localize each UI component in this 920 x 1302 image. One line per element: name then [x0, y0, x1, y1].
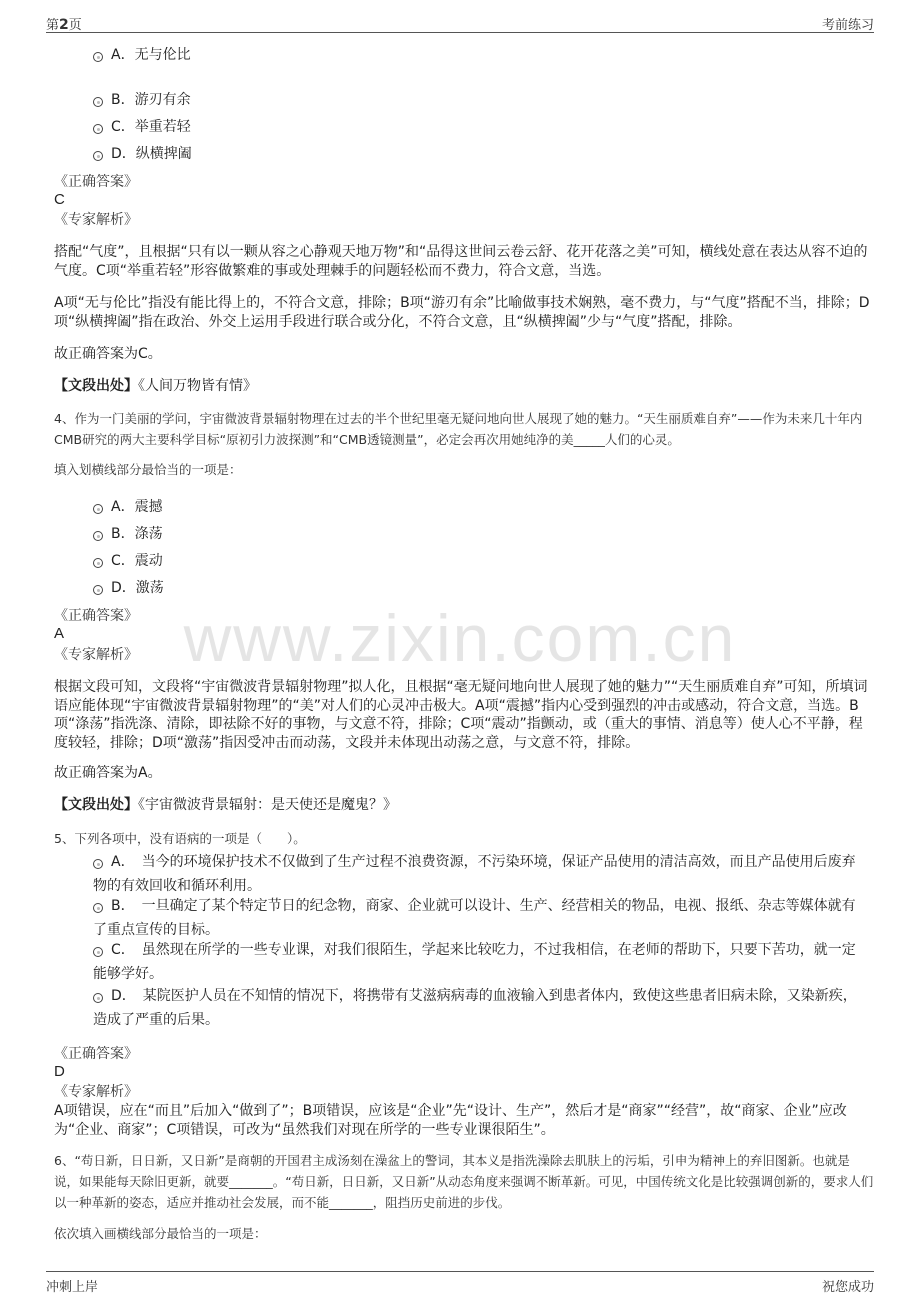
q6-stem: 6、“苟日新，日日新，又日新”是商朝的开国君主成汤刻在澡盆上的警词，其本义是指洗澡除去肌肤上的污垢，引申为精神上的弃旧图新。也就是说，如果能每天除旧更新，就要_______。“苟日新，日日新，又日新”从动态角度来强调不断革新。可见，中国传统文化是比较强调创新的，要求人们以一种革新的姿态，适应并推动社会发展，而不能_______，阻挡历史前进的步伐。 — [54, 1153, 874, 1210]
q3-analysis-p1: 搭配“气度”，且根据“只有以一颗从容之心静观天地万物”和“品得这世间云卷云舒、花开花落之美”可知，横线处意在表达从容不迫的气度。C项“举重若轻”形容做繁难的事或处理棘手的问题轻松而不费力，符合文意，当选。 — [54, 244, 868, 279]
q5-stem: 5、下列各项中，没有语病的一项是（ ）。 — [54, 831, 306, 846]
radio-icon[interactable] — [93, 558, 103, 568]
page-number: 第2页 — [46, 17, 82, 33]
q4-analysis-p1: 根据文段可知，文段将“宇宙微波背景辐射物理”拟人化，且根据“毫无疑问地向世人展现了她的魅力”“天生丽质难自弃”可知，所填词语应能体现“宇宙微波背景辐射物理”的“美”对人们的心灵冲击极大。A项“震撼”指内心受到强烈的冲击或感动，符合文意，当选。B项“涤荡”指洗涤、清除，即祛除不好的事物，与文意不符，排除；C项“震动”指颤动，或（重大的事情、消息等）使人心不平静，程度较轻，排除；D项“激荡”指因受冲击而动荡，文段并未体现出动荡之意，与文意不符，排除。 — [54, 679, 868, 751]
q3-option-a[interactable]: A．无与伦比 — [93, 44, 874, 66]
page-footer — [46, 1271, 874, 1294]
radio-icon[interactable] — [93, 52, 103, 62]
q5-option-c[interactable]: C． 虽然现在所学的一些专业课，对我们很陌生，学起来比较吃力，不过我相信，在老师的帮助下，只要下苦功，就一定能够学好。 — [93, 942, 856, 982]
radio-icon[interactable] — [93, 903, 103, 913]
q5-option-b[interactable]: B． 一旦确定了某个特定节日的纪念物，商家、企业就可以设计、生产、经营相关的物品，电视、报纸、杂志等媒体就有了重点宣传的目标。 — [93, 898, 856, 938]
footer-right-text: 祝您成功 — [821, 1280, 874, 1295]
q4-option-d[interactable]: D．激荡 — [93, 577, 874, 599]
radio-icon[interactable] — [93, 947, 103, 957]
radio-icon[interactable] — [93, 504, 103, 514]
radio-icon[interactable] — [93, 97, 103, 107]
q5-analysis: A项错误，应在“而且”后加入“做到了”；B项错误，应该是“企业”先“设计、生产”，然后才是“商家”“经营”，故“商家、企业”应改为“企业、商家”；C项错误，可改为“虽然我们对现在所学的一些专业课很陌生”。 — [54, 1103, 847, 1138]
q3-source: 【文段出处】《人间万物皆有情》 — [54, 378, 257, 394]
q4-answer: A — [54, 625, 65, 642]
footer-left-text: 冲刺上岸 — [46, 1280, 99, 1295]
q3-option-c[interactable]: C．举重若轻 — [93, 116, 874, 138]
q5-option-a[interactable]: A． 当今的环境保护技术不仅做到了生产过程不浪费资源，不污染环境，保证产品使用的清洁高效，而且产品使用后废弃物的有效回收和循环利用。 — [93, 854, 856, 894]
q5-answer: D — [54, 1063, 65, 1080]
q3-option-d[interactable]: D．纵横捭阖 — [93, 143, 874, 165]
q3-analysis-p3: 故正确答案为C。 — [54, 346, 162, 362]
q4-source: 【文段出处】《宇宙微波背景辐射：是天使还是魔鬼？》 — [54, 797, 397, 813]
q5-option-d[interactable]: D． 某院医护人员在不知情的情况下，将携带有艾滋病病毒的血液输入到患者体内，致使这些患者旧病未除，又染新疾，造成了严重的后果。 — [93, 988, 857, 1028]
q4-answer-label: 《正确答案》 — [54, 608, 138, 624]
radio-icon[interactable] — [93, 585, 103, 595]
q4-analysis-label: 《专家解析》 — [54, 647, 138, 663]
q4-analysis-p2: 故正确答案为A。 — [54, 765, 162, 781]
radio-icon[interactable] — [93, 531, 103, 541]
q3-analysis-p2: A项“无与伦比”指没有能比得上的，不符合文意，排除；B项“游刃有余”比喻做事技术娴熟，毫不费力，与“气度”搭配不当，排除；D项“纵横捭阖”指在政治、外交上运用手段进行联合或分化，不符合文意，且“纵横捭阖”少与“气度”搭配，排除。 — [54, 295, 870, 330]
q3-answer: C — [54, 191, 65, 208]
page-header — [46, 10, 874, 33]
q3-analysis-label: 《专家解析》 — [54, 212, 138, 228]
q3-option-b[interactable]: B．游刃有余 — [93, 89, 874, 111]
q5-answer-label: 《正确答案》 — [54, 1046, 138, 1062]
radio-icon[interactable] — [93, 124, 103, 134]
q4-option-b[interactable]: B．涤荡 — [93, 523, 874, 545]
radio-icon[interactable] — [93, 859, 103, 869]
q6-prompt: 依次填入画横线部分最恰当的一项是： — [54, 1226, 267, 1241]
header-right-text: 考前练习 — [821, 18, 874, 33]
q3-answer-label: 《正确答案》 — [54, 174, 138, 190]
q4-option-c[interactable]: C．震动 — [93, 550, 874, 572]
q4-stem: 4、作为一门美丽的学问，宇宙微波背景辐射物理在过去的半个世纪里毫无疑问地向世人展现了她的魅力。“天生丽质难自弃”——作为未来几十年内CMB研究的两大主要科学目标“原初引力波探测”和“CMB透镜测量”，必定会再次用她纯净的美_____人们的心灵。 — [54, 411, 863, 447]
radio-icon[interactable] — [93, 993, 103, 1003]
q4-option-a[interactable]: A．震撼 — [93, 496, 874, 518]
watermark: www.zixin.com.cn — [183, 601, 737, 675]
q5-analysis-label: 《专家解析》 — [54, 1084, 138, 1100]
q4-prompt: 填入划横线部分最恰当的一项是： — [54, 462, 242, 477]
radio-icon[interactable] — [93, 151, 103, 161]
